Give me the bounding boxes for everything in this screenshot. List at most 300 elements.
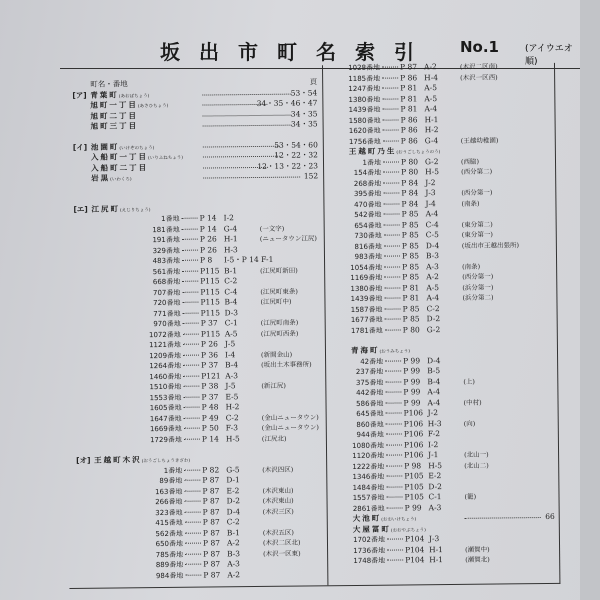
- town-name: 大屋冨町: [352, 524, 391, 534]
- town-name: 王越町乃生: [348, 146, 397, 157]
- map-grid: D-3: [224, 307, 239, 317]
- map-page: P 85: [401, 209, 419, 219]
- map-grid: I-5・P 14 F-1: [223, 254, 274, 265]
- map-page: P 99: [403, 366, 421, 376]
- dot-leader: [184, 438, 200, 439]
- map-grid: H-4: [424, 72, 439, 82]
- lot-number: 645番地: [356, 409, 384, 418]
- area-note: (木沢一区西): [460, 72, 498, 82]
- lot-number: 816番地: [354, 242, 382, 251]
- lot-number: 1736番地: [353, 546, 386, 555]
- map-grid: D-1: [226, 475, 240, 485]
- area-note: (木沢五区): [262, 528, 294, 537]
- map-grid: D-2: [426, 314, 441, 324]
- town-reading: (おおやぶちょう): [390, 527, 426, 534]
- dot-leader: [384, 255, 400, 256]
- map-grid: J-4: [425, 198, 436, 208]
- lot-number: 668番地: [152, 277, 181, 287]
- dot-leader: [183, 386, 199, 387]
- page-numbers: 12・13・22・23: [257, 160, 319, 171]
- lot-number: 1120番地: [352, 451, 385, 461]
- map-page: P 85: [401, 219, 419, 229]
- dot-leader: [386, 412, 402, 413]
- map-grid: A-2: [426, 272, 439, 282]
- lot-number: 1072番地: [148, 330, 181, 339]
- area-note: (北山二): [464, 461, 489, 470]
- dot-leader: [184, 428, 200, 429]
- map-grid: B-5: [427, 366, 441, 376]
- map-page: P106: [403, 439, 424, 449]
- lot-number: 730番地: [354, 231, 382, 240]
- area-note: (江尻町中): [260, 297, 292, 306]
- dot-leader: [465, 517, 541, 519]
- area-note: (浜分第二): [462, 293, 494, 302]
- lot-number: 329番地: [152, 246, 180, 255]
- area-note: (北山一): [464, 450, 489, 459]
- lot-entry: [335, 554, 555, 567]
- lot-number: 1510番地: [149, 382, 182, 392]
- lot-number: 983番地: [354, 252, 383, 261]
- map-page: P115: [200, 276, 220, 286]
- dot-leader: [182, 260, 198, 261]
- lot-number: 483番地: [152, 256, 181, 266]
- dot-leader: [182, 281, 198, 282]
- map-grid: B-3: [425, 251, 440, 261]
- map-grid: I-2: [223, 213, 234, 223]
- map-grid: C-1: [428, 492, 442, 502]
- lot-number: 970番地: [153, 319, 181, 329]
- map-grid: C-4: [224, 286, 238, 296]
- dot-leader: [184, 417, 200, 418]
- lot-number: 1247番地: [348, 84, 381, 94]
- map-grid: A-4: [425, 209, 439, 219]
- area-note: (西分第一): [462, 272, 494, 281]
- map-grid: G-5: [226, 464, 240, 474]
- town-reading: (おうみちょう): [379, 349, 411, 355]
- town-reading: (おうごしちょうのう): [396, 150, 441, 156]
- lot-number: 1番地: [163, 466, 183, 475]
- lot-number: 720番地: [153, 298, 181, 308]
- map-grid: A-3: [428, 502, 442, 512]
- map-grid: G-4: [223, 223, 238, 233]
- map-page: P 50: [201, 423, 219, 433]
- section-marker: [エ]: [73, 204, 88, 214]
- map-page: P104: [405, 544, 425, 554]
- dot-leader: [183, 354, 199, 355]
- lot-number: 1028番地: [348, 63, 381, 73]
- dot-leader: [386, 454, 402, 455]
- map-page: P 85: [401, 230, 419, 240]
- map-grid: F-2: [427, 429, 441, 439]
- map-grid: A-5: [224, 328, 238, 338]
- map-page: P 99: [403, 355, 421, 365]
- lot-number: 1669番地: [149, 424, 182, 434]
- map-page: P 82: [202, 464, 220, 475]
- area-note: (西分第二): [461, 167, 493, 176]
- dot-leader: [383, 129, 399, 130]
- map-grid: H-1: [223, 234, 238, 244]
- page-numbers: 152: [303, 171, 319, 181]
- dot-leader: [202, 93, 291, 95]
- dot-leader: [185, 522, 201, 523]
- dot-leader: [382, 67, 398, 68]
- lot-number: 707番地: [152, 288, 181, 297]
- area-note: (金山ニュータウン): [261, 412, 319, 422]
- lot-number: 1209番地: [149, 351, 182, 360]
- map-grid: C-2: [426, 303, 440, 313]
- dot-leader: [183, 375, 199, 376]
- lot-number: 266番地: [155, 497, 183, 507]
- dot-leader: [185, 501, 201, 502]
- lot-number: 944番地: [356, 430, 384, 439]
- dot-leader: [386, 433, 402, 434]
- town-name: 青海町: [350, 345, 380, 356]
- dot-leader: [182, 291, 198, 292]
- lot-number: 889番地: [155, 560, 184, 570]
- area-note: (東分第一): [461, 230, 493, 239]
- dot-leader: [185, 574, 201, 575]
- area-note: (江尻北): [261, 434, 287, 443]
- map-grid: G-4: [424, 135, 439, 145]
- map-page: P 86: [400, 125, 418, 135]
- lot-number: 650番地: [155, 539, 184, 549]
- map-page: P 80: [402, 324, 420, 334]
- lot-number: 1587番地: [350, 305, 383, 314]
- dot-leader: [385, 370, 401, 371]
- map-grid: A-4: [427, 397, 441, 407]
- area-note: (新開金山): [260, 350, 293, 359]
- area-note: (籠): [464, 492, 477, 501]
- map-grid: G-2: [426, 324, 441, 334]
- map-grid: B-4: [224, 297, 238, 307]
- area-note: (南条): [462, 262, 481, 271]
- town-reading: (いりふねちょう): [147, 155, 183, 162]
- map-grid: J-2: [425, 177, 436, 187]
- lot-number: 1702番地: [353, 535, 385, 544]
- town-reading: (えじりちょう): [119, 207, 151, 213]
- dot-leader: [182, 218, 198, 219]
- map-page: P106: [403, 408, 424, 418]
- dot-leader: [384, 234, 400, 235]
- map-grid: H-5: [425, 167, 440, 177]
- map-grid: A-4: [426, 293, 440, 303]
- column-header-page: 頁: [309, 77, 318, 87]
- section-marker: [ア]: [72, 90, 87, 100]
- map-page: P115: [200, 328, 221, 339]
- town-reading: (おうごしちょうきざわ): [141, 458, 191, 465]
- lot-number: 154番地: [353, 168, 382, 177]
- map-page: P 87: [202, 517, 220, 527]
- dot-leader: [387, 538, 403, 539]
- map-grid: B-4: [427, 376, 441, 386]
- town-reading: (あさひちょう): [137, 103, 169, 110]
- lot-number: 1185番地: [348, 74, 381, 83]
- area-note: (木沢四区): [262, 465, 294, 474]
- lot-number: 375番地: [355, 378, 384, 387]
- lot-number: 1756番地: [348, 137, 381, 146]
- map-grid: B-1: [226, 527, 240, 537]
- dot-leader: [385, 308, 401, 309]
- lot-number: 470番地: [354, 200, 382, 209]
- map-page: P 87: [202, 527, 220, 538]
- dot-leader: [183, 396, 199, 397]
- area-note: (木沢一区東): [263, 549, 301, 558]
- dot-leader: [382, 98, 398, 99]
- dot-leader: [383, 161, 399, 162]
- area-note: (江尻町西条): [260, 329, 299, 338]
- lot-number: 323番地: [155, 508, 183, 517]
- area-note: (木沢二区南): [459, 62, 498, 71]
- map-page: P 26: [200, 339, 218, 349]
- area-note: (西脇): [460, 157, 480, 166]
- map-grid: E-2: [226, 485, 240, 495]
- page-numbers: 34・35: [290, 119, 318, 129]
- area-note: (木沢三区): [262, 507, 294, 516]
- town-name: 王越町木沢: [94, 455, 142, 465]
- map-page: P 81: [402, 293, 420, 303]
- map-page: P 36: [200, 349, 219, 360]
- map-grid: C-2: [225, 412, 239, 422]
- lot-number: 860番地: [356, 420, 384, 429]
- map-page: P115: [200, 286, 220, 297]
- dot-leader: [384, 266, 400, 267]
- lot-number: 561番地: [152, 267, 181, 276]
- map-page: P 85: [402, 261, 420, 271]
- map-page: P 37: [201, 391, 219, 402]
- page-numbers: 53・54: [290, 87, 318, 98]
- map-page: P 87: [202, 475, 220, 485]
- area-note: (江尻町南条): [260, 318, 299, 327]
- map-page: P 37: [201, 360, 219, 370]
- map-grid: A-2: [423, 62, 437, 72]
- lot-number: 181番地: [152, 225, 180, 234]
- area-note: (新江尻): [261, 381, 286, 390]
- page-edge: [580, 0, 600, 600]
- town-name: 岩黒: [91, 173, 111, 183]
- town-name: 入船町一丁目: [90, 152, 148, 162]
- dot-leader: [383, 182, 399, 183]
- map-page: P106: [403, 418, 424, 428]
- map-grid: B-3: [227, 548, 241, 558]
- lot-number: 1729番地: [150, 435, 182, 444]
- dot-leader: [183, 312, 199, 313]
- map-page: P115: [200, 307, 220, 318]
- map-grid: C-2: [226, 517, 240, 527]
- page-numbers: 53・54・60: [274, 139, 318, 150]
- page-numbers: 66: [545, 511, 555, 521]
- area-note: (上): [463, 377, 475, 386]
- dot-leader: [183, 365, 199, 366]
- map-page: P 98: [404, 460, 422, 470]
- map-page: P 84: [401, 177, 419, 187]
- area-note: (南条): [461, 199, 480, 208]
- map-grid: A-2: [226, 538, 240, 548]
- lot-number: 1647番地: [149, 414, 182, 423]
- dot-leader: [386, 486, 402, 487]
- lot-number: 1222番地: [352, 462, 385, 471]
- dot-leader: [387, 507, 403, 508]
- dot-leader: [185, 564, 201, 565]
- map-page: P 48: [201, 402, 219, 412]
- map-page: P 8: [199, 255, 213, 265]
- map-grid: J-3: [425, 188, 436, 198]
- map-grid: A-5: [426, 282, 440, 292]
- map-grid: J-1: [428, 450, 439, 460]
- map-grid: H-2: [225, 402, 240, 412]
- map-grid: H-1: [429, 544, 443, 554]
- map-page: P 86: [400, 114, 418, 124]
- map-page: P 99: [403, 376, 421, 386]
- lot-number: 542番地: [354, 210, 382, 219]
- dot-leader: [184, 490, 200, 491]
- map-page: P 14: [199, 223, 217, 234]
- area-note: (東分第二): [461, 220, 493, 229]
- map-page: P 14: [199, 213, 217, 223]
- lot-number: 237番地: [355, 367, 384, 376]
- map-page: P 49: [201, 412, 219, 423]
- dot-leader: [203, 125, 292, 127]
- area-note: (ニュータウン江尻): [259, 234, 317, 243]
- area-note: (木沢東山): [262, 496, 294, 505]
- left-column: [72, 77, 322, 582]
- dot-leader: [386, 465, 402, 466]
- town-reading: (おおいけちょう): [381, 517, 417, 523]
- dot-leader: [385, 329, 401, 330]
- dot-leader: [182, 270, 198, 271]
- map-grid: A-3: [225, 370, 239, 380]
- lot-number: 442番地: [356, 388, 384, 397]
- map-grid: A-4: [424, 104, 438, 114]
- map-page: P 38: [201, 381, 219, 391]
- area-note: (坂出市王越出張所): [461, 240, 519, 250]
- map-page: P104: [405, 555, 425, 565]
- map-grid: D-2: [428, 481, 442, 491]
- dot-leader: [384, 276, 400, 277]
- map-grid: H-3: [223, 244, 238, 254]
- map-grid: A-3: [227, 559, 240, 569]
- map-grid: I-2: [427, 439, 439, 449]
- map-grid: C-1: [224, 318, 238, 328]
- dot-leader: [387, 496, 403, 497]
- map-page: P 84: [401, 188, 419, 198]
- map-grid: H-5: [225, 433, 240, 443]
- map-page: P 99: [403, 397, 421, 407]
- lot-number: 1264番地: [149, 361, 182, 371]
- dot-leader: [386, 402, 402, 403]
- lot-entry: [77, 569, 322, 582]
- dot-leader: [185, 553, 201, 554]
- dot-leader: [383, 203, 399, 204]
- dot-leader: [386, 475, 402, 476]
- map-page: P 85: [402, 272, 420, 282]
- lot-number: 1番地: [362, 158, 382, 167]
- lot-number: 2861番地: [352, 504, 385, 513]
- lot-number: 1553番地: [149, 393, 182, 402]
- dot-leader: [383, 192, 399, 193]
- area-note: (向): [463, 419, 476, 428]
- dot-leader: [384, 213, 400, 214]
- map-grid: H-2: [424, 125, 439, 135]
- lot-number: 163番地: [155, 487, 183, 496]
- map-page: P 87: [399, 62, 418, 72]
- map-page: P 80: [400, 156, 419, 166]
- map-page: P 87: [202, 496, 220, 506]
- dot-leader: [387, 549, 403, 550]
- town-reading: (いわくろ): [110, 177, 132, 183]
- lot-number: 1781番地: [350, 326, 383, 335]
- lot-number: 785番地: [155, 550, 184, 559]
- map-page: P 86: [400, 72, 418, 82]
- area-note: (西分第一): [461, 188, 493, 197]
- map-grid: H-5: [428, 460, 443, 470]
- map-grid: J-5: [225, 381, 236, 391]
- dot-leader: [383, 171, 399, 172]
- page-numbers: 12・22・32: [274, 150, 318, 160]
- section-marker: [オ]: [76, 455, 91, 465]
- map-grid: C-2: [224, 276, 238, 286]
- map-page: P 87: [202, 506, 220, 517]
- area-note: (木沢東山): [262, 486, 294, 495]
- lot-number: 1605番地: [149, 403, 182, 413]
- lot-number: 268番地: [353, 179, 382, 188]
- map-page: P106: [403, 429, 424, 439]
- dot-leader: [203, 177, 300, 179]
- map-grid: A-3: [426, 261, 439, 271]
- map-grid: J-2: [427, 408, 438, 418]
- dot-leader: [385, 391, 401, 392]
- lot-number: 1番地: [161, 214, 180, 223]
- area-note: (坂出土木事務所): [261, 360, 312, 369]
- dot-leader: [185, 532, 201, 533]
- dot-leader: [382, 77, 398, 78]
- map-page: P 86: [400, 135, 418, 145]
- town-name: 池園町: [90, 141, 120, 152]
- dot-leader: [184, 407, 200, 408]
- lot-number: 1080番地: [352, 441, 385, 450]
- lot-number: 1580番地: [348, 116, 381, 125]
- map-page: P121: [201, 370, 221, 381]
- map-page: P 85: [401, 251, 420, 261]
- map-page: P 81: [400, 83, 418, 93]
- map-grid: A-2: [227, 569, 241, 579]
- map-page: P 84: [401, 198, 419, 208]
- dot-leader: [386, 444, 402, 445]
- map-grid: A-5: [424, 93, 438, 103]
- lot-number: 1484番地: [352, 483, 385, 492]
- lot-number: 1169番地: [350, 273, 383, 283]
- dot-leader: [183, 344, 199, 345]
- dot-leader: [383, 119, 399, 120]
- dot-leader: [384, 297, 400, 298]
- map-page: P 14: [201, 433, 219, 444]
- dot-leader: [203, 156, 280, 158]
- map-grid: G-2: [424, 156, 439, 166]
- map-grid: C-4: [425, 219, 439, 229]
- map-page: P 85: [402, 303, 420, 313]
- dot-leader: [385, 381, 401, 382]
- map-page: P115: [200, 297, 220, 307]
- dot-leader: [382, 88, 398, 89]
- dot-leader: [182, 239, 198, 240]
- area-note: (瀬賀中): [465, 545, 490, 554]
- lot-number: 1380番地: [350, 284, 383, 293]
- map-grid: J-3: [428, 534, 440, 544]
- lot-number: 1677番地: [350, 315, 383, 325]
- map-page: P104: [404, 534, 425, 544]
- dot-leader: [386, 423, 402, 424]
- dot-leader: [385, 360, 401, 361]
- sort-order-label: (アイウエオ順): [525, 44, 573, 67]
